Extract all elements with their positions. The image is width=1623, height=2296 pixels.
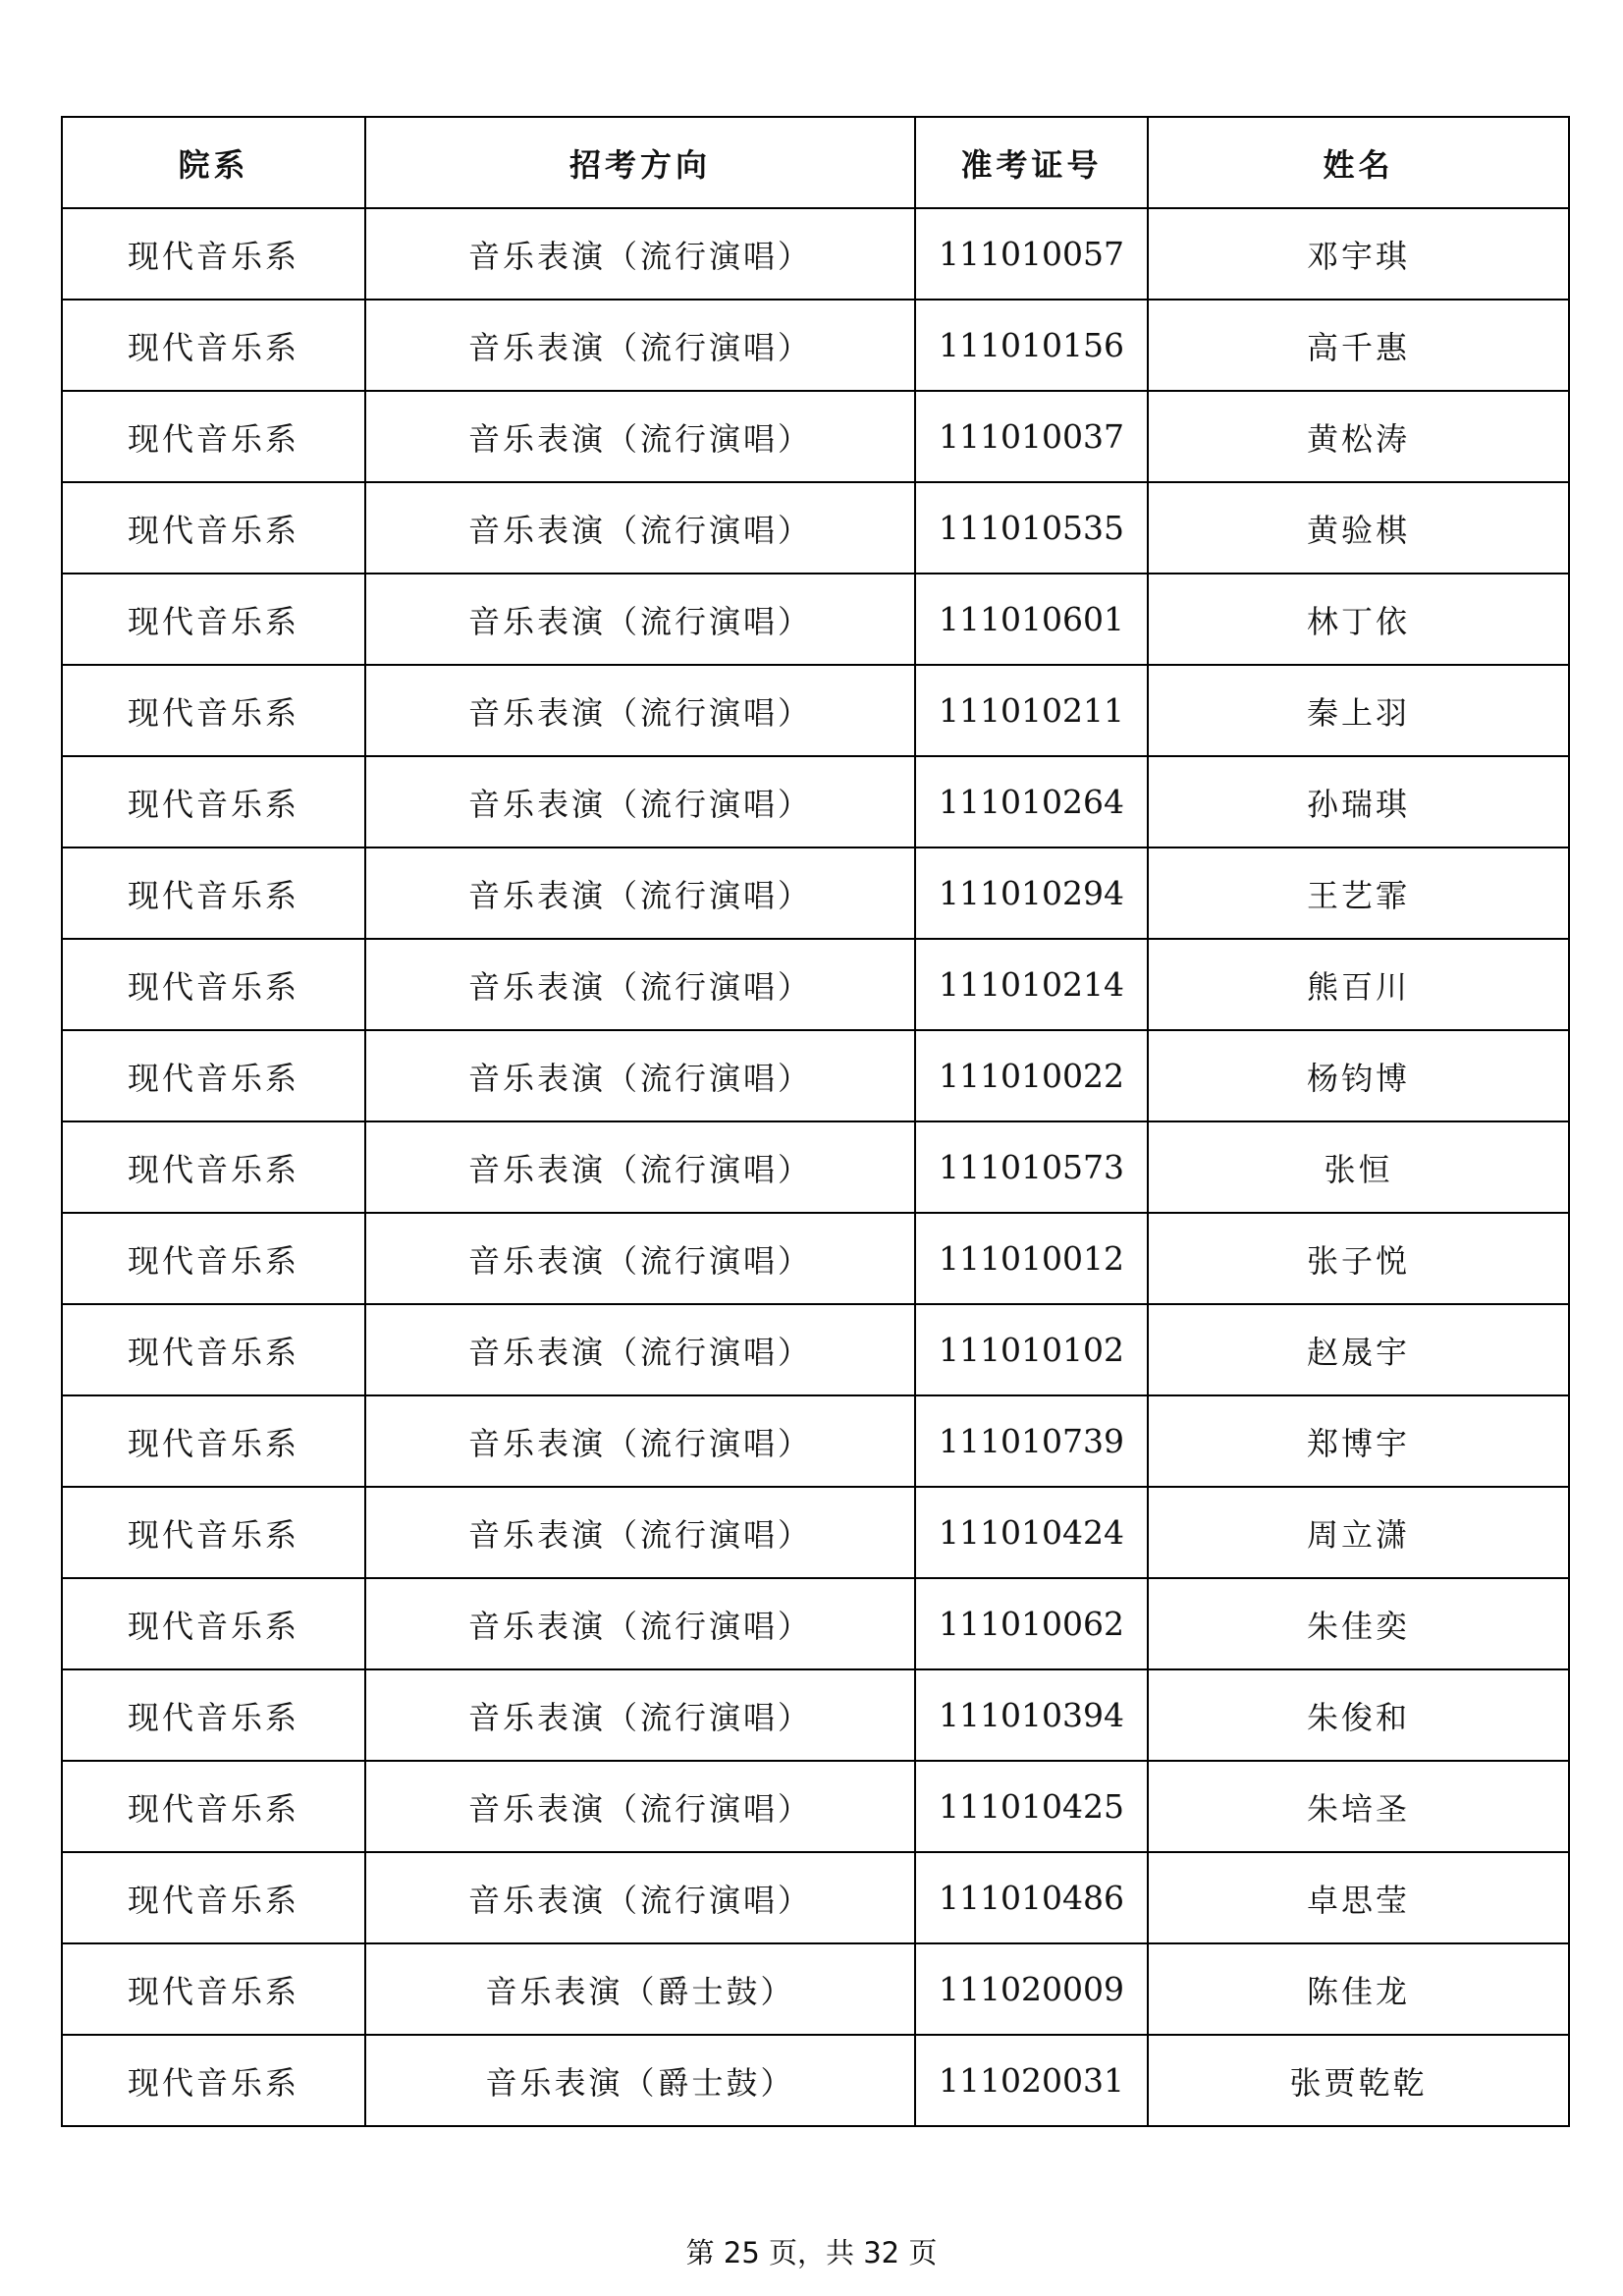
header-name: 姓名 xyxy=(1148,117,1569,208)
name-cell: 陈佳龙 xyxy=(1148,1943,1569,2035)
table-row xyxy=(62,1761,1569,1852)
department-cell: 现代音乐系 xyxy=(62,1852,365,1943)
name-cell: 朱佳奕 xyxy=(1148,1578,1569,1669)
department-cell: 现代音乐系 xyxy=(62,665,365,756)
department-cell: 现代音乐系 xyxy=(62,1487,365,1578)
major-direction-cell: 音乐表演（流行演唱） xyxy=(365,482,915,574)
table-row xyxy=(62,756,1569,847)
department-cell: 现代音乐系 xyxy=(62,1213,365,1304)
department-cell: 现代音乐系 xyxy=(62,574,365,665)
header-exam-number: 准考证号 xyxy=(915,117,1148,208)
major-direction-cell: 音乐表演（流行演唱） xyxy=(365,1395,915,1487)
name-cell: 赵晟宇 xyxy=(1148,1304,1569,1395)
exam-number-cell: 111010264 xyxy=(915,756,1148,847)
exam-number-cell: 111010214 xyxy=(915,939,1148,1030)
table-row xyxy=(62,1943,1569,2035)
page-number-label: 第 25 页，共 32 页 xyxy=(685,2236,938,2269)
major-direction-cell: 音乐表演（爵士鼓） xyxy=(365,2035,915,2126)
exam-number-cell: 111010739 xyxy=(915,1395,1148,1487)
department-cell: 现代音乐系 xyxy=(62,482,365,574)
page-footer xyxy=(0,2231,1623,2271)
exam-number-cell: 111010012 xyxy=(915,1213,1148,1304)
exam-number-cell: 111010156 xyxy=(915,300,1148,391)
department-cell: 现代音乐系 xyxy=(62,1578,365,1669)
department-cell: 现代音乐系 xyxy=(62,1761,365,1852)
table-row xyxy=(62,1395,1569,1487)
name-cell: 朱俊和 xyxy=(1148,1669,1569,1761)
exam-number-cell: 111010102 xyxy=(915,1304,1148,1395)
exam-number-cell: 111010535 xyxy=(915,482,1148,574)
table-row xyxy=(62,1669,1569,1761)
major-direction-cell: 音乐表演（流行演唱） xyxy=(365,1852,915,1943)
exam-number-cell: 111020031 xyxy=(915,2035,1148,2126)
name-cell: 张子悦 xyxy=(1148,1213,1569,1304)
major-direction-cell: 音乐表演（爵士鼓） xyxy=(365,1943,915,2035)
major-direction-cell: 音乐表演（流行演唱） xyxy=(365,1213,915,1304)
table-row xyxy=(62,1487,1569,1578)
exam-number-cell: 111020009 xyxy=(915,1943,1148,2035)
name-cell: 朱培圣 xyxy=(1148,1761,1569,1852)
name-cell: 王艺霏 xyxy=(1148,847,1569,939)
table-row xyxy=(62,574,1569,665)
table-row xyxy=(62,1030,1569,1121)
department-cell: 现代音乐系 xyxy=(62,1121,365,1213)
major-direction-cell: 音乐表演（流行演唱） xyxy=(365,665,915,756)
name-cell: 张贾乾乾 xyxy=(1148,2035,1569,2126)
exam-number-cell: 111010022 xyxy=(915,1030,1148,1121)
name-cell: 黄验棋 xyxy=(1148,482,1569,574)
name-cell: 高千惠 xyxy=(1148,300,1569,391)
table-row xyxy=(62,1121,1569,1213)
header-major-direction: 招考方向 xyxy=(365,117,915,208)
table-header-row xyxy=(62,117,1569,208)
name-cell: 杨钧博 xyxy=(1148,1030,1569,1121)
name-cell: 卓思莹 xyxy=(1148,1852,1569,1943)
exam-number-cell: 111010394 xyxy=(915,1669,1148,1761)
department-cell: 现代音乐系 xyxy=(62,847,365,939)
exam-number-cell: 111010211 xyxy=(915,665,1148,756)
table-row xyxy=(62,391,1569,482)
table-row xyxy=(62,665,1569,756)
table-row xyxy=(62,1852,1569,1943)
exam-number-cell: 111010062 xyxy=(915,1578,1148,1669)
department-cell: 现代音乐系 xyxy=(62,1030,365,1121)
exam-number-cell: 111010037 xyxy=(915,391,1148,482)
name-cell: 周立潇 xyxy=(1148,1487,1569,1578)
major-direction-cell: 音乐表演（流行演唱） xyxy=(365,208,915,300)
major-direction-cell: 音乐表演（流行演唱） xyxy=(365,939,915,1030)
name-cell: 黄松涛 xyxy=(1148,391,1569,482)
exam-number-cell: 111010424 xyxy=(915,1487,1148,1578)
major-direction-cell: 音乐表演（流行演唱） xyxy=(365,1669,915,1761)
department-cell: 现代音乐系 xyxy=(62,1304,365,1395)
major-direction-cell: 音乐表演（流行演唱） xyxy=(365,300,915,391)
table-row xyxy=(62,939,1569,1030)
department-cell: 现代音乐系 xyxy=(62,391,365,482)
table-row xyxy=(62,1213,1569,1304)
major-direction-cell: 音乐表演（流行演唱） xyxy=(365,1487,915,1578)
table-body xyxy=(62,208,1569,2126)
major-direction-cell: 音乐表演（流行演唱） xyxy=(365,1304,915,1395)
exam-number-cell: 111010425 xyxy=(915,1761,1148,1852)
major-direction-cell: 音乐表演（流行演唱） xyxy=(365,1030,915,1121)
table-row xyxy=(62,208,1569,300)
exam-number-cell: 111010294 xyxy=(915,847,1148,939)
table-row xyxy=(62,1304,1569,1395)
department-cell: 现代音乐系 xyxy=(62,1669,365,1761)
table-row xyxy=(62,482,1569,574)
major-direction-cell: 音乐表演（流行演唱） xyxy=(365,756,915,847)
exam-number-cell: 111010601 xyxy=(915,574,1148,665)
major-direction-cell: 音乐表演（流行演唱） xyxy=(365,574,915,665)
department-cell: 现代音乐系 xyxy=(62,939,365,1030)
table-row xyxy=(62,1578,1569,1669)
table-row xyxy=(62,2035,1569,2126)
name-cell: 孙瑞琪 xyxy=(1148,756,1569,847)
name-cell: 秦上羽 xyxy=(1148,665,1569,756)
name-cell: 张恒 xyxy=(1148,1121,1569,1213)
major-direction-cell: 音乐表演（流行演唱） xyxy=(365,391,915,482)
department-cell: 现代音乐系 xyxy=(62,1395,365,1487)
name-cell: 郑博宇 xyxy=(1148,1395,1569,1487)
name-cell: 熊百川 xyxy=(1148,939,1569,1030)
major-direction-cell: 音乐表演（流行演唱） xyxy=(365,847,915,939)
header-department: 院系 xyxy=(62,117,365,208)
exam-number-cell: 111010486 xyxy=(915,1852,1148,1943)
roster-table-container xyxy=(61,116,1568,2127)
major-direction-cell: 音乐表演（流行演唱） xyxy=(365,1761,915,1852)
exam-number-cell: 111010057 xyxy=(915,208,1148,300)
department-cell: 现代音乐系 xyxy=(62,208,365,300)
major-direction-cell: 音乐表演（流行演唱） xyxy=(365,1121,915,1213)
department-cell: 现代音乐系 xyxy=(62,1943,365,2035)
table-row xyxy=(62,300,1569,391)
exam-number-cell: 111010573 xyxy=(915,1121,1148,1213)
admission-roster-table xyxy=(61,116,1570,2127)
name-cell: 林丁依 xyxy=(1148,574,1569,665)
department-cell: 现代音乐系 xyxy=(62,2035,365,2126)
table-row xyxy=(62,847,1569,939)
major-direction-cell: 音乐表演（流行演唱） xyxy=(365,1578,915,1669)
department-cell: 现代音乐系 xyxy=(62,300,365,391)
department-cell: 现代音乐系 xyxy=(62,756,365,847)
name-cell: 邓宇琪 xyxy=(1148,208,1569,300)
